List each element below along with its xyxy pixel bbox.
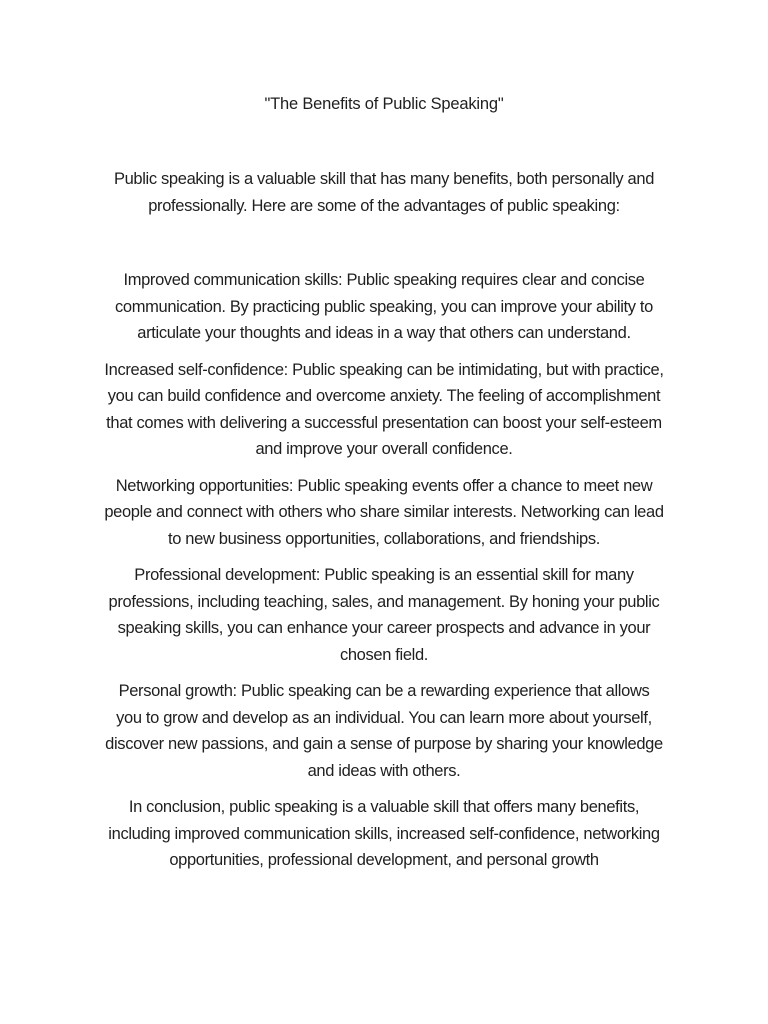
conclusion-paragraph: In conclusion, public speaking is a valuable skill that offers many benefits, including improved communication skills, increased self-confidence, networking opportunities, professional development, and personal growth [108,798,660,869]
paragraph-professional-development: Professional development: Public speaking is an essential skill for many professions, including teaching, sales, and management. By honing your public speaking skills, you can enhance your career prospects and advance in your chosen field. [108,566,660,664]
paragraph-self-confidence: Increased self-confidence: Public speaking can be intimidating, but with practice, you can build confidence and overcome anxiety. The feeling of accomplishment that comes with delivering a successful presentation can boost your self-esteem and improve your overall confidence. [104,360,664,458]
paragraph-communication-skills: Improved communication skills: Public speaking requires clear and concise communication. By practicing public speaking, you can improve your ability to articulate your thoughts and ideas in a way that others can understand. [115,271,653,342]
paragraph-networking: Networking opportunities: Public speaking events offer a chance to meet new people and connect with others who share similar interests. Networking can lead to new business opportunities, collaborations, and friendships. [104,476,664,548]
intro-paragraph: Public speaking is a valuable skill that has many benefits, both personally and professionally. Here are some of the advantages of public speaking: [113,170,655,215]
document-title: "The Benefits of Public Speaking" [264,95,504,113]
paragraph-personal-growth: Personal growth: Public speaking can be a rewarding experience that allows you to grow and develop as an individual. You can learn more about yourself, discover new passions, and gain a sense of purpose by sharing your knowledge and ideas with others. [105,682,663,780]
document-body [104,166,664,874]
